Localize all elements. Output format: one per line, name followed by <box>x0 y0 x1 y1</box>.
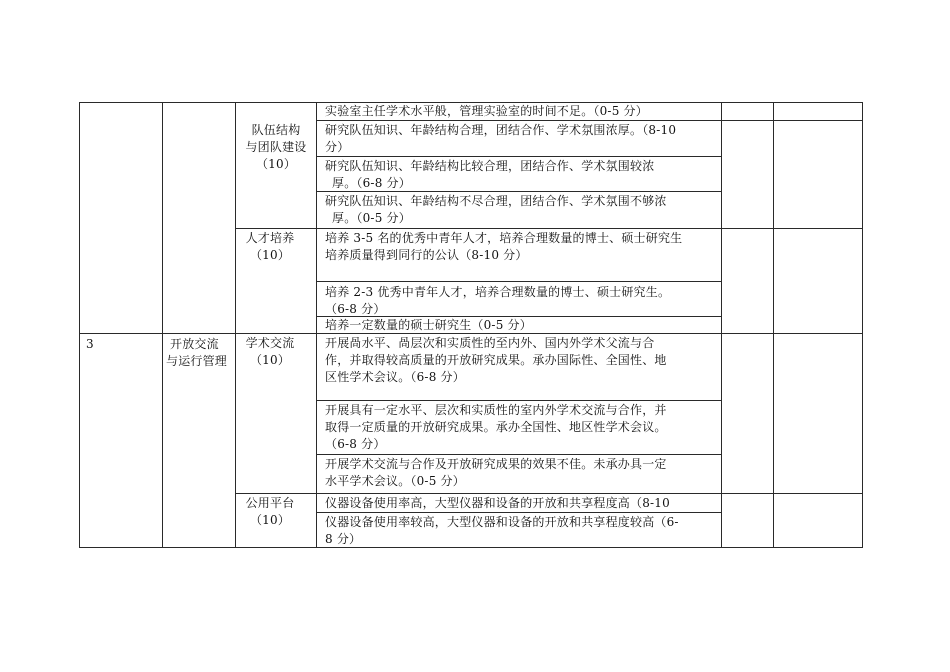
standard-line: 培养 3-5 名的优秀中青年人才，培养合理数量的博士、硕士研究生 <box>325 231 683 245</box>
criterion-public-platform <box>236 495 304 529</box>
standard-line: 取得一定质量的开放研究成果。承办全国性、地区性学术会议。 <box>325 420 667 434</box>
table-border-left <box>79 102 80 548</box>
standard-line: 培养一定数量的硕士研究生（0-5 分） <box>325 318 532 332</box>
column-divider <box>316 102 317 548</box>
standard-exchange-c <box>325 456 667 490</box>
standard-team-b <box>325 158 654 192</box>
standard-line: 实验室主任学术水平般，管理实验室的时间不足。（0-5 分） <box>325 104 648 118</box>
criterion-score: （10） <box>249 248 291 262</box>
criterion-name-line: 与团队建设 <box>245 140 307 154</box>
criterion-name-line: 公用平台 <box>245 496 295 510</box>
standard-team-a <box>325 122 676 156</box>
row-divider <box>316 400 721 401</box>
criterion-score: （10） <box>249 353 291 367</box>
standard-platform-b <box>325 514 679 548</box>
standard-lab-director <box>325 103 648 120</box>
standard-talent-b <box>325 284 670 318</box>
row-divider <box>316 156 721 157</box>
column-divider <box>773 102 774 548</box>
standard-line: 研究队伍知识、年龄结构比较合理，团结合作、学术氛围较浓 <box>325 159 655 173</box>
row-divider <box>235 493 863 494</box>
standard-exchange-a <box>325 335 667 386</box>
standard-line: 研究队伍知识、年龄结构合理，团结合作、学术氛围浓厚。（8-10 <box>325 123 677 137</box>
standard-exchange-b <box>325 402 667 453</box>
standard-line: 开展咼水平、咼层次和实质性的至内外、国内外学术父流与合 <box>325 336 655 350</box>
criterion-talent-training <box>236 230 304 264</box>
standard-line: （6-8 分） <box>325 302 386 316</box>
standard-line: 培养质量得到同行的公认（8-10 分） <box>325 248 528 262</box>
standard-line: 厚。（0-5 分） <box>332 211 411 225</box>
standard-line: 分） <box>325 140 350 154</box>
standard-line: 培养 2-3 优秀中青年人才，培养合理数量的博士、硕士研究生。 <box>325 285 671 299</box>
criterion-team-structure <box>236 122 316 173</box>
standard-line: 作，并取得较高质量的开放研究成果。承办国际性、全国性、地 <box>325 353 667 367</box>
criterion-name-line: 学术交流 <box>245 336 295 350</box>
standard-line: 水平学术会议。（0-5 分） <box>325 474 465 488</box>
criterion-name-line: 人才培养 <box>245 231 295 245</box>
standard-line: 仪器设备使用率高，大型仪器和设备的开放和共享程度高（8-10 <box>325 496 670 510</box>
row-divider <box>235 228 863 229</box>
criterion-name-line: 队伍结构 <box>251 123 301 137</box>
standard-platform-a <box>325 495 670 512</box>
row-divider <box>316 120 863 121</box>
standard-line: 8 分） <box>325 532 362 546</box>
row-divider <box>316 281 721 282</box>
standard-line: （6-8 分） <box>325 437 386 451</box>
standard-line: 厚。（6-8 分） <box>332 176 411 190</box>
standard-talent-c <box>325 317 532 334</box>
standard-line: 研究队伍知识、年龄结构不尽合理，团结合作、学术氛围不够浓 <box>325 194 667 208</box>
standard-team-c <box>325 193 667 227</box>
row-divider <box>316 512 721 513</box>
standard-line: 区性学术会议。（6-8 分） <box>325 370 465 384</box>
criterion-academic-exchange <box>236 335 304 369</box>
column-divider <box>721 102 722 548</box>
standard-line: 开展具有一定水平、层次和实质性的室内外学术交流与合作，并 <box>325 403 667 417</box>
column-divider <box>162 102 163 548</box>
standard-talent-a <box>325 230 682 264</box>
criterion-score: （10） <box>249 513 291 527</box>
section-label-line-2: 与运行管理 <box>166 354 228 368</box>
section-label-line-1: 开放交流 <box>170 337 219 351</box>
standard-line: 仪器设备使用率较高，大型仪器和设备的开放和共享程度较高（6- <box>325 515 679 529</box>
table-border-right <box>862 102 863 548</box>
row-number: 3 <box>86 337 94 351</box>
criterion-score: （10） <box>255 157 297 171</box>
standard-line: 开展学术交流与合作及开放研究成果的效果不佳。未承办具一定 <box>325 457 667 471</box>
row-divider <box>316 454 721 455</box>
